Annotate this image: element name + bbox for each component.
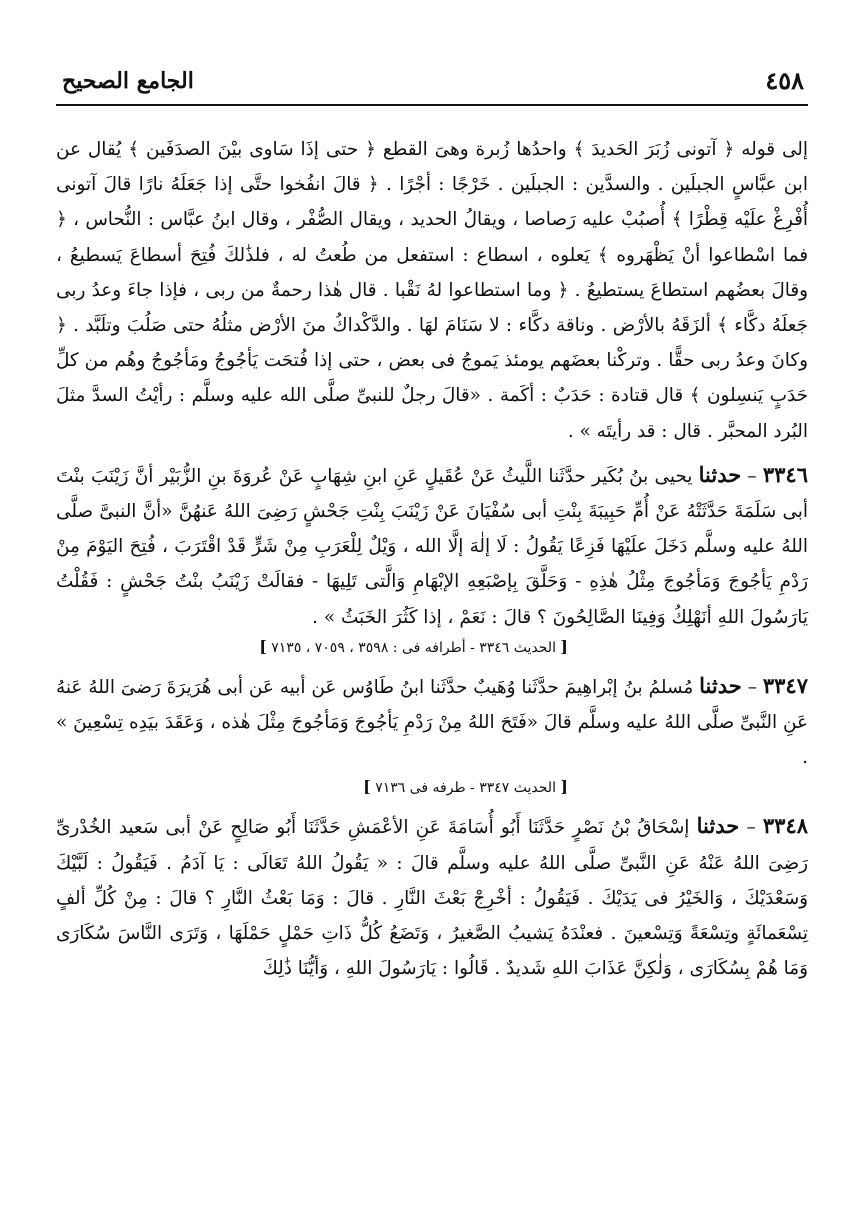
dash-separator: – <box>739 817 756 839</box>
book-page <box>56 58 808 986</box>
bracket-close: ] <box>259 636 267 656</box>
dash-separator: – <box>741 676 757 698</box>
page-number: ٤٥٨ <box>765 66 804 95</box>
body-text <box>56 132 808 986</box>
hadith-3348 <box>56 808 808 986</box>
hadith-reference <box>56 635 808 660</box>
hadith-reference <box>56 775 808 800</box>
intro-paragraph: إلى قوله ﴿ آتونى زُبَرَ الحَديدَ ﴾ واحدُها زُبرة وهىَ القطع ﴿ حتى إذَا سَاوى بيْنَ الصدَفَين ﴾ يُقال عن ابن عبَّاسٍ الجبلَين . والسدَّين : الجبلَين . خَرْجًا : أجْرًا . ﴿ قالَ انفُخوا حتَّى إذا جَعَلَهُ نارًا قالَ آتونى أُفْرِغْ علَيْه قِطْرًا ﴾ أُصبُبْ عليه رَصاصا ، ويقالُ الحديد ، ويقال الصُّفْر ، وقال ابنُ عبَّاس : النُّحاس ، ﴿ فما اسْطاعوا أنْ يَظْهَروه ﴾ يَعلوه ، اسطاع : استفعل من طُعتُ له ، فلذَٰلكَ فُتِحَ أسطاعَ يَسطيعُ ، وقالَ بعضُهم استطاعَ يستطيعُ . ﴿ وما استطاعوا لهُ نَقْبا . قال هٰذا رحمةٌ من ربى ، فإذا جاءَ وعدُ ربى جَعلَهُ دكَّاء ﴾ ألزَقَهُ بالأرْض . وناقة دكَّاء : لا سَنَامَ لهَا . والدَّكْداكُ منَ الأرْض مثلُهُ حتى صَلُبَ وتلَبَّد . ﴿ وكانَ وعدُ ربى حقًّا . وتركْنا بعضَهم يومئذ يَموجُ فى بعض ، حتى إذا فُتحَت يَأجُوجُ ومَأجُوجُ وهُم من كلِّ حَدَبٍ يَنسِلون ﴾ قال قتادة : حَدَبٌ : أكَمة . «قالَ رجلٌ للنبىِّ صلَّى الله عليه وسلَّم : رأيْتُ السدَّ مثلَ البُرد المحبَّر . قال : قد رأيتَه » . <box>56 139 808 442</box>
hadith-text: إسْحَاقُ بْنُ نَصْرٍ حَدَّثَنَا أَبُو أُسَامَةَ عَنِ الأعْمَشِ حَدَّثَنَا أَبُو صَالِحٍ عَنْ أبى سَعيد الخُدْرىِّ رَضِىَ اللهُ عَنْهُ عَنِ النَّبىِّ صلَّى اللهُ عليه وسلَّم قالَ : « يَقُولُ اللهُ تَعَالَى : يَا آدَمُ . فَيَقُولُ : لَبَّيْكَ وَسَعْدَيْكَ ، وَالخَيْرُ فى يَدَيْكَ . فَيَقُولُ : أخْرِجْ بَعْثَ النَّارِ . قالَ : وَمَا بَعْثُ النَّارِ ؟ قالَ : مِنْ كُلِّ ألفٍ تِسْعَمائَةٍ وتِسْعَةً وَتِسْعينَ . فعنْدَهُ يَشيبُ الصَّغيرُ ، وَتَضَعُ كُلُّ ذَاتِ حَمْلٍ حَمْلَهَا ، وَتَرَى النَّاسَ سُكَارَى وَمَا هُمْ بِسُكَارَى ، وَلٰكِنَّ عَذَابَ اللهِ شَديدٌ . قَالُوا : يَارَسُولَ اللهِ ، وَأيُّنَا ذَٰلِكَ <box>56 817 808 980</box>
book-title: الجامع الصحيح <box>62 68 194 94</box>
hadith-text-block <box>56 668 808 776</box>
hadith-number: ٣٣٤٨ <box>762 813 809 839</box>
bracket-open: [ <box>560 636 568 656</box>
haddathana-label: حدثنا <box>698 461 742 487</box>
bracket-open: [ <box>560 777 568 797</box>
page-header <box>56 58 808 106</box>
hadith-3347 <box>56 668 808 801</box>
hadith-number: ٣٣٤٦ <box>762 461 808 487</box>
hadith-text-block <box>56 457 808 635</box>
dash-separator: – <box>741 465 757 487</box>
hadith-text: مُسلمُ بنُ إبْراهِيمَ حدَّثَنا وُهَيبٌ حدَّثَنا ابنُ طَاوُس عَن أبيه عَن أبى هُرَيرَةَ رَضىَ اللهُ عَنهُ عَنِ النَّبىِّ صلَّى اللهُ عليه وسلَّم قالَ «فَتَحَ اللهُ مِنْ رَدْمِ يَأجُوجَ وَمَأجُوجَ مِثْلَ هٰذه ، وَعَقَدَ بيَدِه تِسْعِينَ » . <box>56 676 808 769</box>
hadith-3346 <box>56 457 808 660</box>
hadith-text-block <box>56 808 808 986</box>
bracket-close: ] <box>363 777 371 797</box>
hadith-reference-text: الحديث ٣٣٤٦ - أطرافه فى : ٣٥٩٨ ، ٧٠٥٩ ، ٧١٣٥ <box>271 639 556 656</box>
hadith-reference-text: الحديث ٣٣٤٧ - طرفه فى ٧١٣٦ <box>375 780 556 797</box>
hadith-text: يحيى بنُ بُكَير حدَّثَنا اللَّيثُ عَنْ عُقَيلٍ عَنِ ابنِ شِهَابٍ عَنْ عُروَةَ بنِ الزُّبَيْر أنَّ زَيْنَبَ بنْتَ أبى سَلَمَةَ حَدَّثَتْهُ عَنْ أُمِّ حَبِيبَةَ بِنْتِ أبى سُفْيَانَ عَنْ زَيْنَبَ بِنْتِ جَحْشٍ رَضِىَ اللهُ عَنهُنَّ «أنَّ النبىَّ صلَّى اللهُ عليه وسلَّم دَخَلَ علَيْهَا فَزِعًا يَقُولُ : لَا إلٰهَ إلَّا الله ، وَيْلٌ لِلْعَرَبِ مِنْ شَرٍّ قَدْ اقْتَرَبَ ، فُتِحَ اليَوْمَ مِنْ رَدْمِ يَأجُوجَ وَمَأجُوجَ مِثْلُ هٰذِهِ - وَحَلَّقَ بِإصْبَعِهِ الإبْهَامِ وَالَّتى تَلِيهَا - فقالَتْ زَيْنَبُ بنْتُ جَحْشٍ : فَقُلْتُ يَارَسُولَ اللهِ أنَهْلِكُ وَفِينَا الصَّالِحُونَ ؟ قالَ : نَعَمْ ، إذا كَثُرَ الخَبَثُ » . <box>56 465 808 628</box>
haddathana-label: حدثنا <box>699 672 742 698</box>
haddathana-label: حدثنا <box>696 813 740 839</box>
hadith-number: ٣٣٤٧ <box>762 672 808 698</box>
